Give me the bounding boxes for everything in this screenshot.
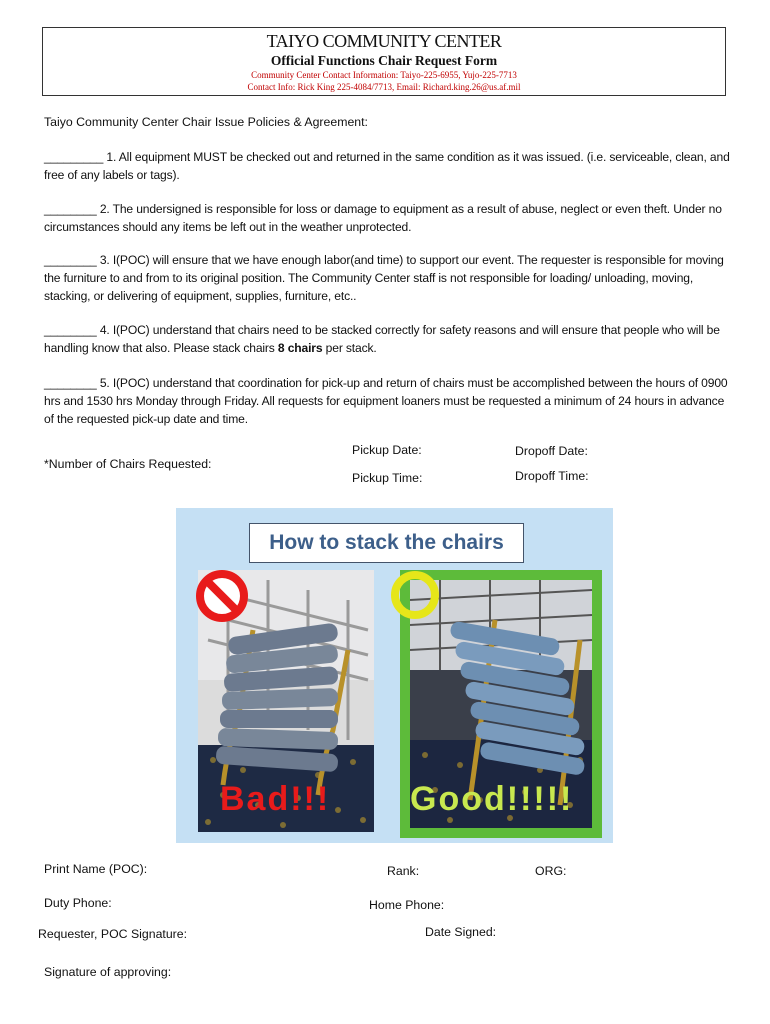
policy-3: [44, 251, 734, 305]
date-signed-label: Date Signed:: [425, 925, 497, 939]
duty-phone-label: Duty Phone:: [44, 896, 112, 910]
policy-5: [44, 374, 734, 428]
print-name-label: Print Name (POC):: [44, 862, 148, 876]
initial-blank[interactable]: _________: [44, 150, 104, 164]
home-phone-label: Home Phone:: [369, 898, 445, 912]
policy-text-end: per stack.: [322, 341, 377, 355]
policies-heading: Taiyo Community Center Chair Issue Policies & Agreement:: [44, 115, 368, 129]
chairs-requested-label: *Number of Chairs Requested:: [44, 457, 212, 471]
policy-text: 2. The undersigned is responsible for loss or damage to equipment as a result of abuse, neglect or even theft. Under no circumstances should any items be left out in the weather unprotected.: [44, 202, 722, 234]
initial-blank[interactable]: ________: [44, 376, 97, 390]
approving-signature-label: Signature of approving:: [44, 965, 172, 979]
contact-line-1: Community Center Contact Information: Taiyo-225-6955, Yujo-225-7713: [251, 70, 517, 80]
requester-signature-label: Requester, POC Signature:: [38, 927, 188, 941]
pickup-time-label: Pickup Time:: [352, 471, 423, 485]
policy-4: [44, 321, 734, 357]
form-subtitle: Official Functions Chair Request Form: [270, 53, 498, 68]
initial-blank[interactable]: ________: [44, 202, 97, 216]
chair-stacking-graphic: [176, 508, 613, 843]
policy-text: 3. I(POC) will ensure that we have enough labor(and time) to support our event. The requester is responsible for moving the furniture to and from to its original position. The Community Center staff is not responsible for loading/ unloading, moving, stacking, or delivering of equipment, supplies, furniture, etc..: [44, 253, 724, 303]
initial-blank[interactable]: ________: [44, 253, 97, 267]
policy-text: 1. All equipment MUST be checked out and returned in the same condition as it was issued. (i.e. serviceable, clean, and free of any labels or tags).: [44, 150, 730, 182]
policy-1: [44, 148, 734, 184]
initial-blank[interactable]: ________: [44, 323, 97, 337]
bad-label: Bad!!!: [220, 780, 331, 818]
dropoff-date-label: Dropoff Date:: [515, 444, 588, 458]
approved-circle-icon: [388, 568, 442, 622]
policy-bold-text: 8 chairs: [277, 341, 323, 355]
good-label: Good!!!!!: [410, 780, 574, 818]
form-header: [42, 27, 726, 96]
prohibited-icon: [194, 568, 250, 624]
pickup-date-label: Pickup Date:: [352, 443, 422, 457]
policy-text: 5. I(POC) understand that coordination for pick-up and return of chairs must be accomplished between the hours of 0900 hrs and 1530 hrs Monday through Friday. All requests for equipment loaners must be requested a minimum of 24 hours in advance of the requested pick-up date and time.: [44, 376, 728, 426]
policy-2: [44, 200, 734, 236]
policy-text: 4. I(POC) understand that chairs need to be stacked correctly for safety reasons and will ensure that people who will be handling know that also. Please stack chairs: [44, 323, 720, 355]
graphic-title: How to stack the chairs: [249, 523, 524, 563]
rank-label: Rank:: [387, 864, 420, 878]
dropoff-time-label: Dropoff Time:: [515, 469, 589, 483]
center-title: TAIYO COMMUNITY CENTER: [266, 31, 502, 51]
org-label: ORG:: [535, 864, 567, 878]
contact-line-2: Contact Info: Rick King 225-4084/7713, Email: Richard.king.26@us.af.mil: [247, 82, 521, 92]
